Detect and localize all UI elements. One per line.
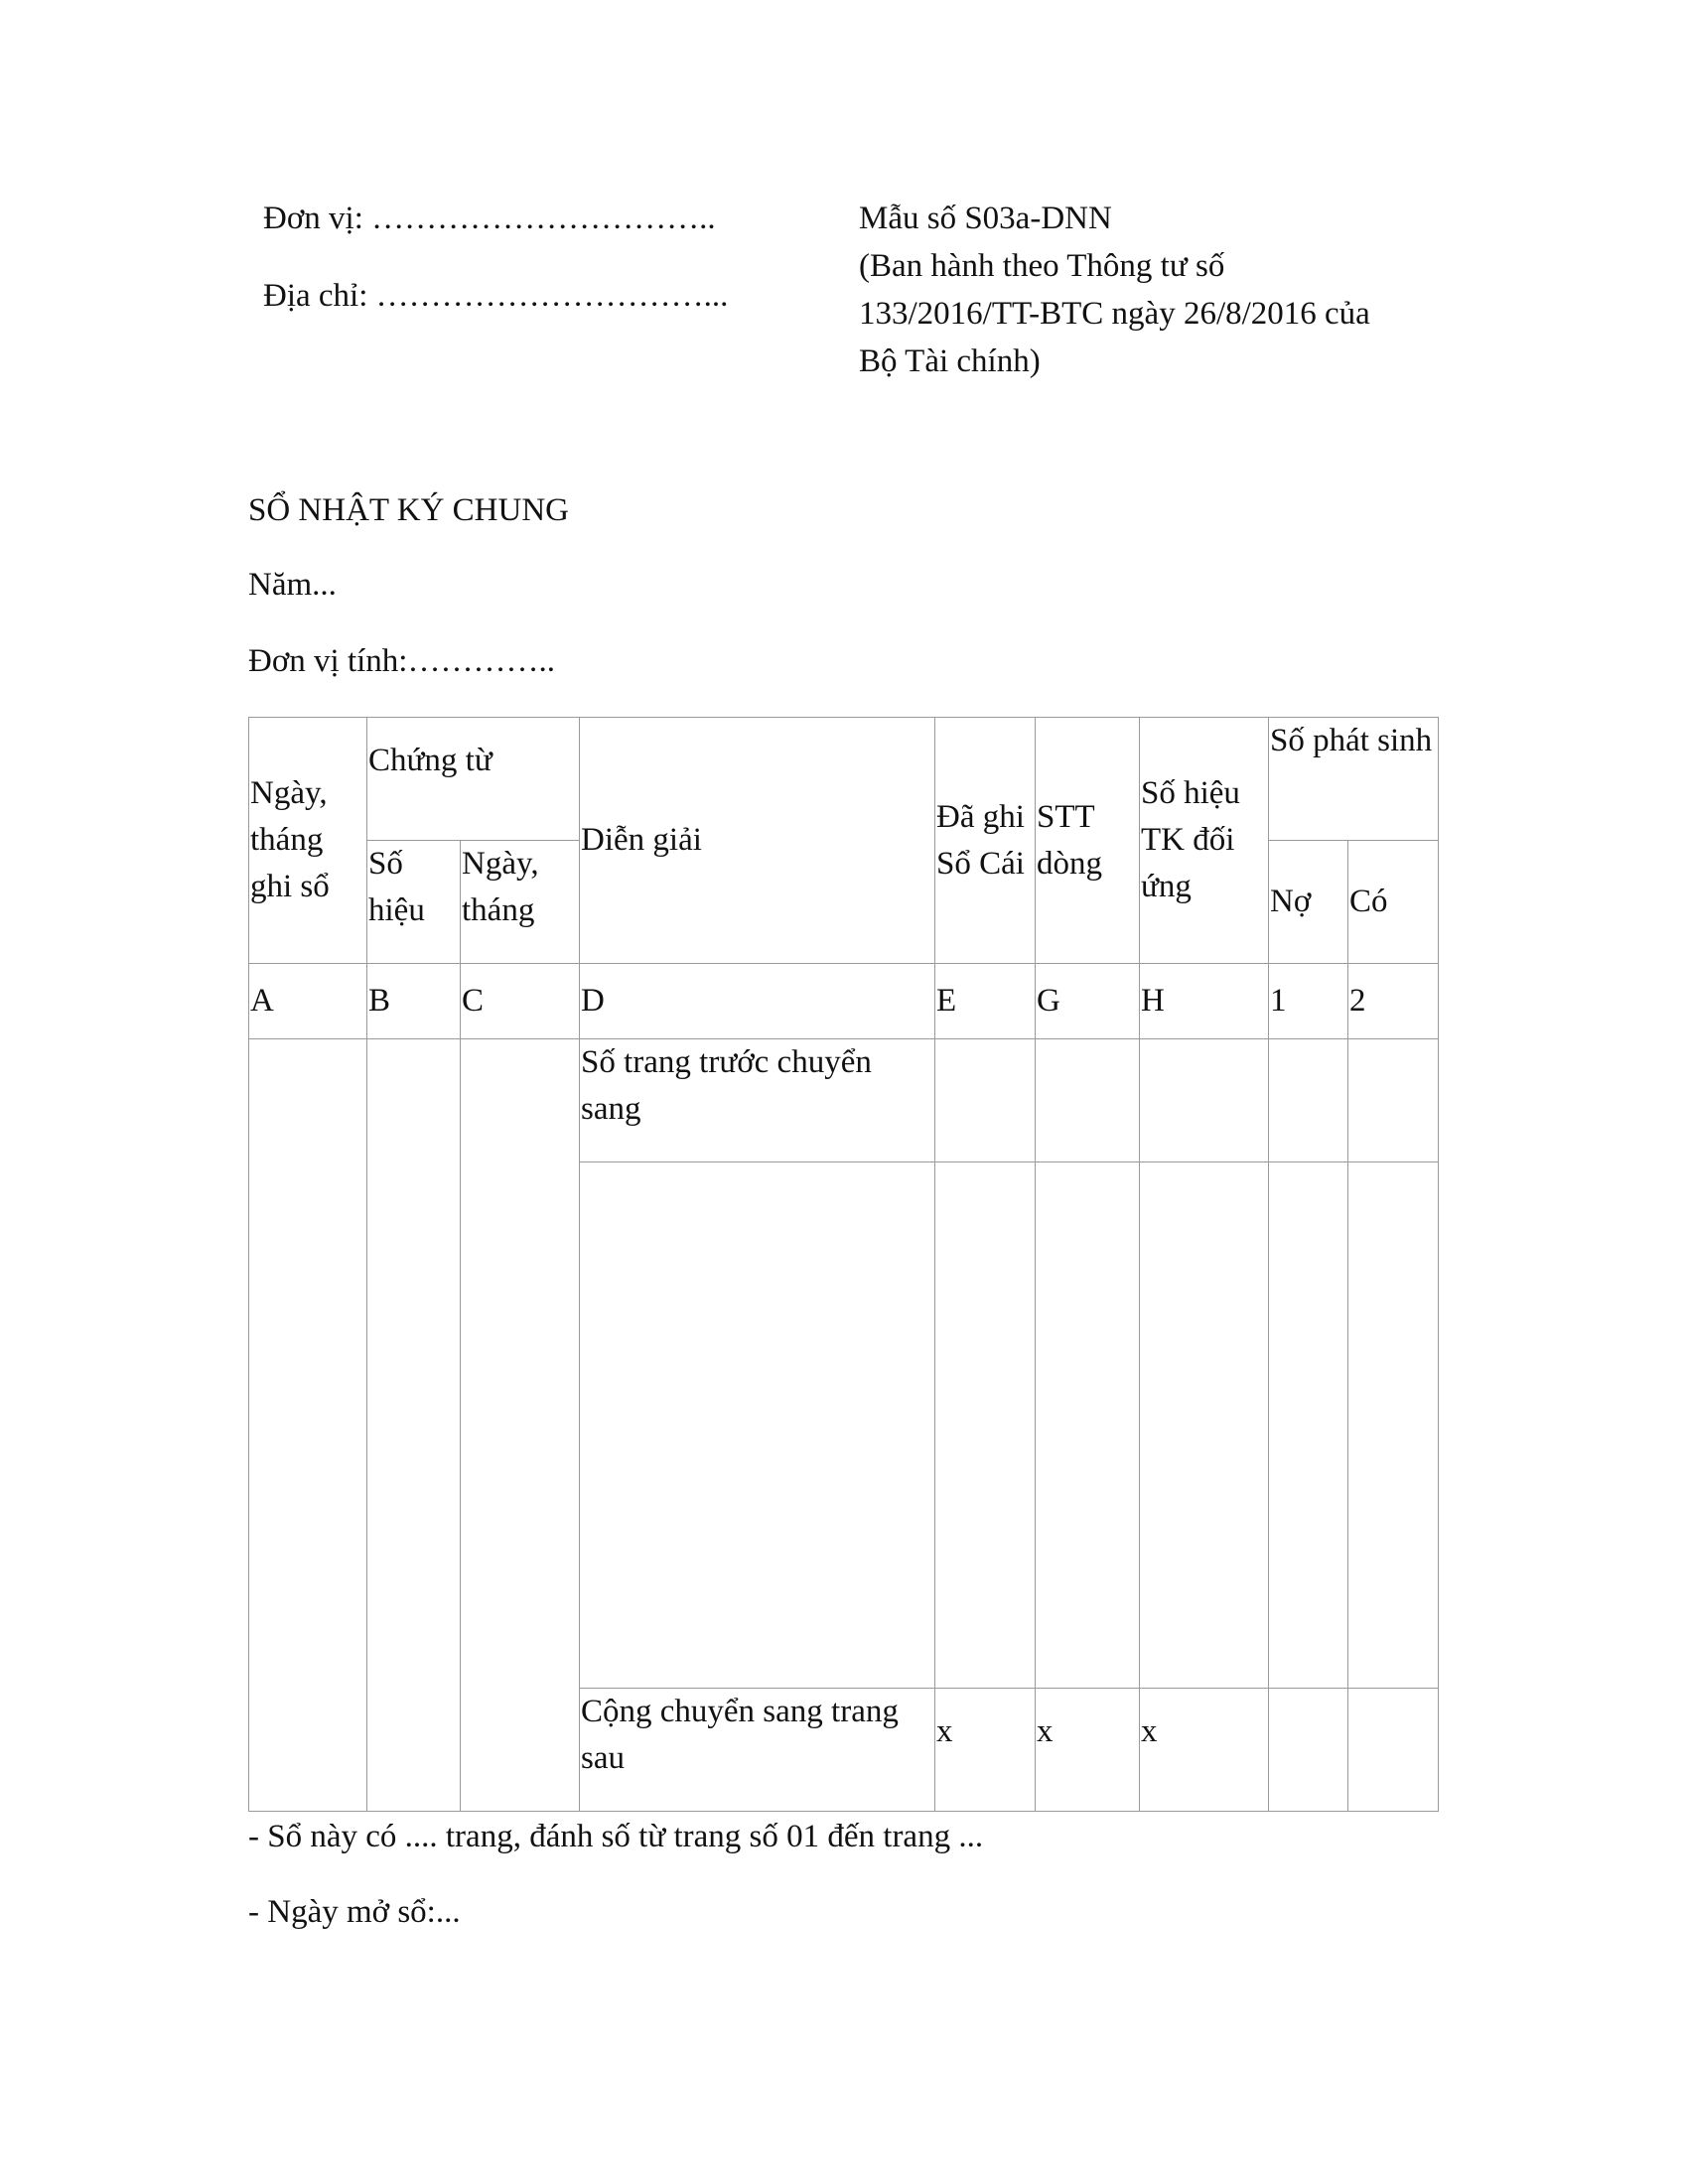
code-cell: 2 <box>1348 964 1439 1039</box>
form-issuance-line-3: Bộ Tài chính) <box>859 343 1041 379</box>
header-voucher-number: Số hiệu <box>367 841 461 964</box>
header-row-1 <box>249 718 1439 841</box>
x-mark: x <box>935 1689 1036 1812</box>
year-line: Năm... <box>248 567 337 603</box>
entry-cell <box>1140 1039 1269 1162</box>
code-cell: D <box>580 964 935 1039</box>
entry-cell <box>1348 1039 1439 1162</box>
form-reference <box>859 195 1475 385</box>
entry-cell <box>1036 1162 1140 1689</box>
header-credit: Có <box>1348 841 1439 964</box>
opened-date-line: - Ngày mở sổ:... <box>248 1894 461 1930</box>
form-number: Mẫu số S03a-DNN <box>859 201 1112 236</box>
entry-cell <box>580 1162 935 1689</box>
entry-cell <box>1348 1689 1439 1812</box>
code-cell: A <box>249 964 367 1039</box>
x-mark: x <box>1036 1689 1140 1812</box>
form-issuance-line-1: (Ban hành theo Thông tư số <box>859 248 1225 284</box>
code-cell: C <box>461 964 580 1039</box>
column-code-row <box>249 964 1439 1039</box>
code-cell: H <box>1140 964 1269 1039</box>
header-posted-ledger: Đã ghi Sổ Cái <box>935 718 1036 964</box>
form-issuance-line-2: 133/2016/TT-BTC ngày 26/8/2016 của <box>859 296 1370 332</box>
entry-cell <box>1269 1689 1348 1812</box>
header-debit: Nợ <box>1269 841 1348 964</box>
header-line-number: STT dòng <box>1036 718 1140 964</box>
unit-line: Đơn vị: ………………………….. <box>263 201 716 236</box>
carried-forward-row <box>249 1039 1439 1162</box>
entry-cell <box>1036 1039 1140 1162</box>
entry-cell-voucher-number <box>367 1039 461 1812</box>
entry-cell <box>1269 1162 1348 1689</box>
header-amount: Số phát sinh <box>1269 718 1439 841</box>
document-title: SỔ NHẬT KÝ CHUNG <box>248 492 569 528</box>
code-cell: B <box>367 964 461 1039</box>
entry-cell-date <box>249 1039 367 1812</box>
header-voucher: Chứng từ <box>367 718 580 841</box>
header-counter-account: Số hiệu TK đối ứng <box>1140 718 1269 964</box>
header-voucher-date: Ngày, tháng <box>461 841 580 964</box>
address-line: Địa chỉ: …………………………... <box>263 278 729 314</box>
carry-to-next-label: Cộng chuyển sang trang sau <box>580 1689 935 1812</box>
entry-cell <box>1140 1162 1269 1689</box>
x-mark: x <box>1140 1689 1269 1812</box>
header-description: Diễn giải <box>580 718 935 964</box>
code-cell: E <box>935 964 1036 1039</box>
pages-note: - Sổ này có .... trang, đánh số từ trang số 01 đến trang ... <box>248 1819 984 1854</box>
code-cell: 1 <box>1269 964 1348 1039</box>
carried-forward-label: Số trang trước chuyển sang <box>580 1039 935 1162</box>
code-cell: G <box>1036 964 1140 1039</box>
entry-cell <box>935 1039 1036 1162</box>
entry-cell <box>935 1162 1036 1689</box>
entry-cell <box>1269 1039 1348 1162</box>
general-journal-table <box>248 717 1439 1812</box>
header-date: Ngày, tháng ghi sổ <box>249 718 367 964</box>
entry-cell-voucher-date <box>461 1039 580 1812</box>
entry-cell <box>1348 1162 1439 1689</box>
currency-unit-line: Đơn vị tính:………….. <box>248 643 555 679</box>
